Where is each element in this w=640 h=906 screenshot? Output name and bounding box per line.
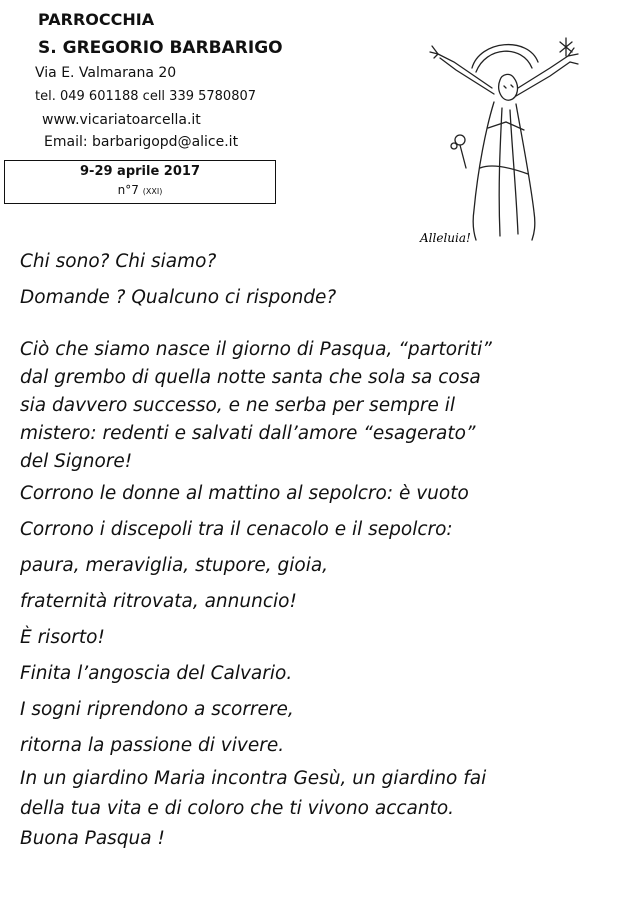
message-line: della tua vita e di coloro che ti vivono accanto. (20, 798, 455, 819)
parish-phones: tel. 049 601188 cell 339 5780807 (35, 89, 257, 104)
alleluia-caption: Alleluia! (420, 231, 471, 245)
message-line: È risorto! (20, 627, 105, 648)
parish-address: Via E. Valmarana 20 (35, 65, 177, 81)
issue-number-line (5, 182, 275, 200)
bulletin-header (0, 0, 640, 250)
message-line: ritorna la passione di vivere. (20, 735, 285, 756)
paragraph-line: del Signore! (20, 451, 133, 472)
easter-message (20, 244, 632, 854)
message-line: In un giardino Maria incontra Gesù, un giardino fai (20, 768, 487, 789)
paragraph-line: mistero: redenti e salvati dall’amore “esagerato” (20, 423, 476, 444)
message-line: paura, meraviglia, stupore, gioia, (20, 555, 329, 576)
paragraph-line: sia davvero successo, e ne serba per sempre il (20, 395, 455, 416)
paragraph-line: dal grembo di quella notte santa che sola sa cosa (20, 367, 481, 388)
message-paragraph (20, 336, 632, 476)
parish-title: S. GREGORIO BARBARIGO (38, 38, 283, 58)
message-line: Domande ? Qualcuno ci risponde? (20, 287, 337, 308)
message-line: fraternità ritrovata, annuncio! (20, 591, 297, 612)
closing-paragraph (20, 764, 632, 854)
issue-series: (XXI) (142, 187, 163, 196)
issue-box (4, 160, 276, 204)
risen-christ-drawing-icon (410, 28, 590, 250)
message-line: Corrono i discepoli tra il cenacolo e il sepolcro: (20, 519, 453, 540)
parish-email: Email: barbarigopd@alice.it (44, 134, 239, 150)
paragraph-line: Ciò che siamo nasce il giorno di Pasqua, “partoriti” (20, 339, 492, 360)
message-line: Chi sono? Chi siamo? (20, 251, 217, 272)
closing-greeting: Buona Pasqua ! (20, 828, 165, 849)
issue-number: n°7 (117, 183, 139, 197)
message-line: Corrono le donne al mattino al sepolcro: è vuoto (20, 483, 469, 504)
message-line: I sogni riprendono a scorrere, (20, 699, 294, 720)
parish-name: PARROCCHIA (38, 10, 155, 29)
message-line: Finita l’angoscia del Calvario. (20, 663, 293, 684)
issue-dates: 9-29 aprile 2017 (80, 164, 200, 179)
parish-website: www.vicariatoarcella.it (42, 112, 201, 128)
